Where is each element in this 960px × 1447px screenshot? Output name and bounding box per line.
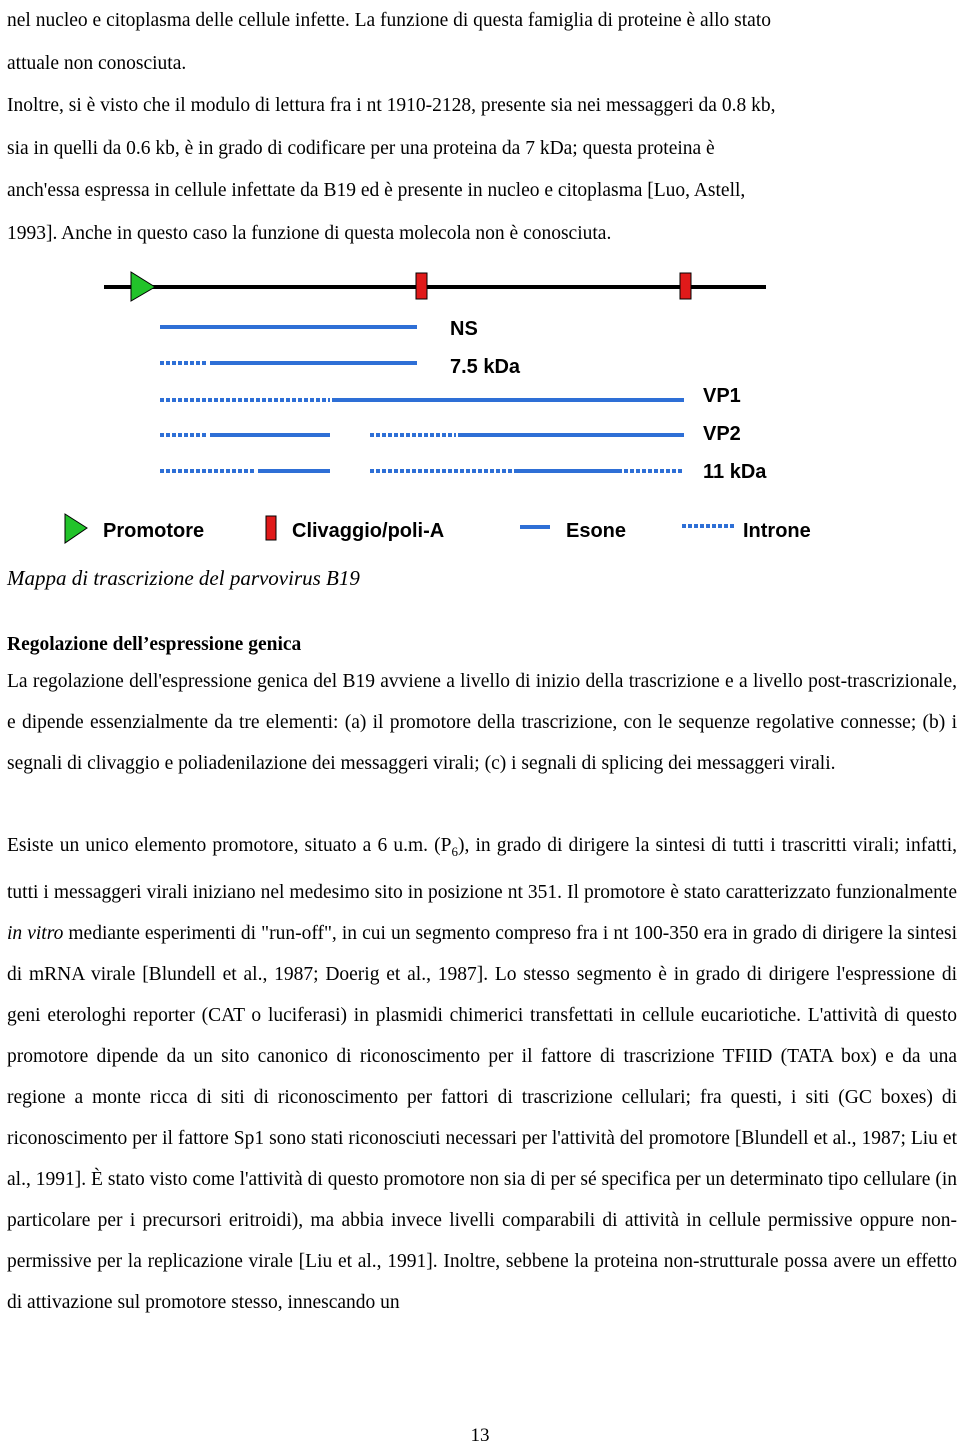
section-heading: Regolazione dell’espressione genica <box>7 634 302 655</box>
text-line: sia in quelli da 0.6 kb, è in grado di codificare per una proteina da 7 kDa; questa proteina è <box>7 137 715 159</box>
figure-caption: Mappa di trascrizione del parvovirus B19 <box>7 566 360 590</box>
legend-intron-label: Introne <box>743 520 811 542</box>
italic-term: in vitro <box>7 922 64 944</box>
text-span: Esiste un unico elemento promotore, situato a 6 u.m. (P <box>7 835 452 856</box>
text-line: attuale non conosciuta. <box>7 52 187 74</box>
text-line: 1993]. Anche in questo caso la funzione di questa molecola non è conosciuta. <box>7 222 612 244</box>
legend-exon-label: Esone <box>566 520 627 542</box>
transcript-label: VP2 <box>703 423 741 445</box>
legend-cleavage-label: Clivaggio/poli-A <box>292 520 445 542</box>
text-line: anch'essa espressa in cellule infettate da B19 ed è presente in nucleo e citoplasma [Luo, Astell, <box>7 180 746 201</box>
promoter-paragraph <box>7 825 957 1323</box>
text-line: nel nucleo e citoplasma delle cellule infette. La funzione di questa famiglia di proteine è allo stato <box>7 10 772 31</box>
text-span: ), in grado di dirigere la sintesi di tutti i trascritti virali; infatti, tutti i messaggeri virali iniziano nel medesimo sito in posizione nt 351. Il promotore è stato caratterizzato funzionalmente <box>7 835 958 903</box>
transcript-label: VP1 <box>703 385 741 407</box>
transcription-map-diagram <box>0 260 960 560</box>
cleavage-site-icon <box>416 273 427 299</box>
cleavage-legend-icon <box>266 516 276 540</box>
cleavage-site-icon <box>680 273 691 299</box>
page-number: 13 <box>470 1425 490 1446</box>
text-span: mediante esperimenti di "run-off", in cui un segmento compreso fra i nt 100-350 era in grado di dirigere la sintesi di mRNA virale [Blundell et al., 1987; Doerig et al., 1987]. Lo stesso segmento è in grado di dirigere l'espressione di geni eterologhi reporter (CAT o luciferasi) in plasmidi chimerici transfettati in cellule eucariotiche. L'attività di questo promotore dipende da un sito canonico di riconoscimento per il fattore di trascrizione TFIID (TATA box) e da una regione a monte ricca di siti di riconoscimento per fattori di trascrizione cellulari; fra questi, i siti (GC boxes) di riconoscimento per il fattore Sp1 sono stati riconosciuti necessari per l'attività del promotore [Blundell et al., 1987; Liu et al., 1991]. È stato visto come l'attività di questo promotore non sia di per sé specifica per un determinato tipo cellulare (in particolare per i precursori eritroidi), ma abbia invece livelli comparabili di attività in cellule permissive oppure non-permissive per la replicazione virale [Liu et al., 1991]. Inoltre, sebbene la proteina non-strutturale possa avere un effetto di attivazione sul promotore stesso, innescando un <box>7 922 957 1313</box>
transcript-label: NS <box>450 318 478 340</box>
promoter-legend-icon <box>65 514 87 543</box>
subscript: 6 <box>451 843 458 859</box>
intro-paragraph <box>7 0 957 255</box>
legend-promoter-label: Promotore <box>103 520 205 542</box>
transcript-label: 11 kDa <box>703 461 767 483</box>
legend <box>65 514 811 543</box>
transcript-label: 7.5 kDa <box>450 356 521 378</box>
text-line: Inoltre, si è visto che il modulo di lettura fra i nt 1910-2128, presente sia nei messaggeri da 0.8 kb, <box>7 95 776 116</box>
promoter-icon <box>131 272 155 301</box>
regulation-paragraph: La regolazione dell'espressione genica del B19 avviene a livello di inizio della trascrizione e a livello post-trascrizionale, e dipende essenzialmente da tre elementi: (a) il promotore della trascrizione, con le sequenze regolative connesse; (b) i segnali di clivaggio e poliadenilazione dei messaggeri virali; (c) i segnali di splicing dei messaggeri virali. <box>7 671 957 774</box>
